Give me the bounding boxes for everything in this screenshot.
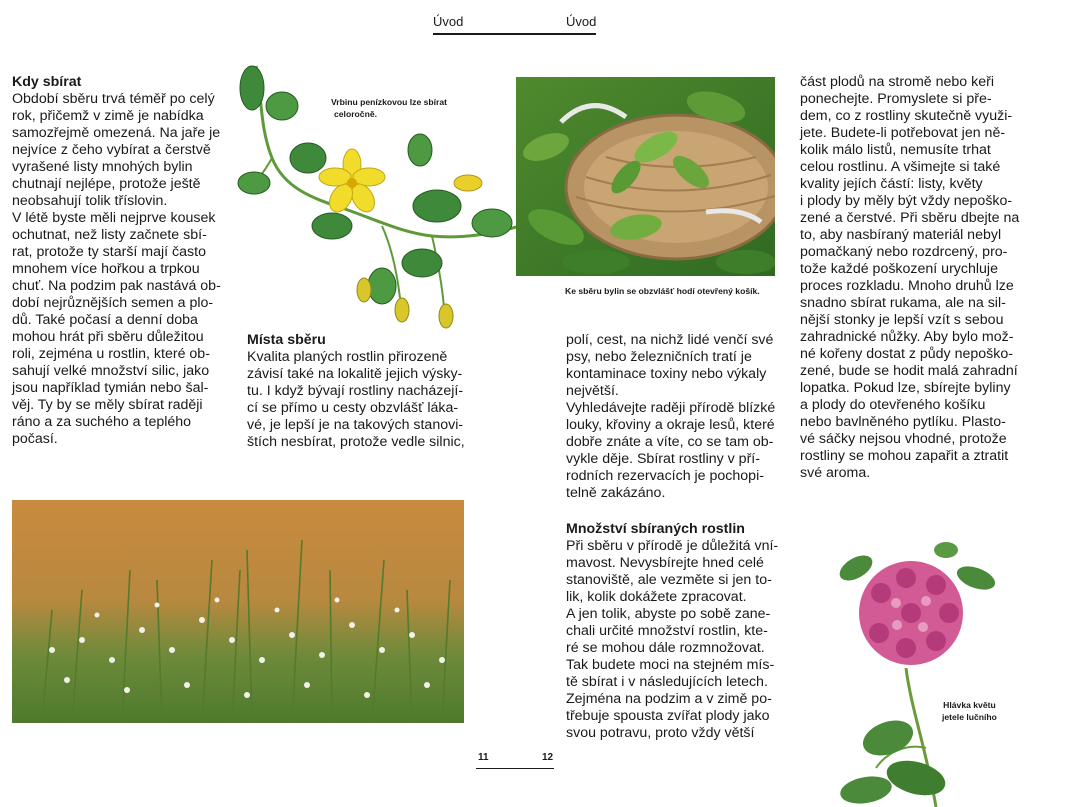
body-line: mnohem více hořkou a trpkou <box>12 261 200 277</box>
body-line: nejvíce z čeho vybírat a čerstvě <box>12 142 211 158</box>
body-line: vykle děje. Sbírat rostliny v pří- <box>566 451 760 467</box>
body-line: kolik málo listů, nemusíte trhat <box>800 142 991 158</box>
body-line: ochutnat, než listy začnete sbí- <box>12 227 207 243</box>
body-line: dobře znáte a víte, co se tam ob- <box>566 434 774 450</box>
body-line: největší. <box>566 383 619 399</box>
body-line: ré se mohou dále rozmnožovat. <box>566 640 765 656</box>
body-line: to, aby nasbíraný materiál nebyl <box>800 227 1002 243</box>
body-line: dobí nejrůznějších semen a plo- <box>12 295 214 311</box>
body-line: zahradnické nůžky. Aby bylo mož- <box>800 329 1014 345</box>
caption-moneywort <box>331 96 447 120</box>
body-line: zené, bude se hodit malá zahradní <box>800 363 1018 379</box>
page-number-right: 12 <box>542 752 554 763</box>
body-line: kontaminace toxiny nebo výkaly <box>566 366 767 382</box>
body-line: tě sbírat i v následujících letech. <box>566 674 768 690</box>
running-header-left: Úvod <box>433 14 464 29</box>
body-line: vé, je lepší je na takových stanovi- <box>247 417 464 433</box>
body-line: své aroma. <box>800 465 871 481</box>
caption-line: Vrbinu penízkovou lze sbírat <box>331 97 448 107</box>
body-line: i plody by měly být vždy nepoško- <box>800 193 1013 209</box>
body-line: jete. Budete-li potřebovat jen ně- <box>800 125 1006 141</box>
body-line: chali určité množství rostlin, kte- <box>566 623 768 639</box>
running-header-right: Úvod <box>566 14 597 29</box>
caption-line: celoročně. <box>334 109 377 119</box>
body-line: telně zakázáno. <box>566 485 666 501</box>
body-line: Vyhledávejte raději přírodě blízké <box>566 400 776 416</box>
body-line: Zejména na podzim a v zimě po- <box>566 691 772 707</box>
body-line: cí se přímo u cesty obzvlášť láka- <box>247 400 459 416</box>
body-line: lopatka. Pokud lze, sbírejte byliny <box>800 380 1011 396</box>
body-line: věj. Ty by se měly sbírat raději <box>12 397 203 413</box>
caption-line: Hlávka květu <box>943 700 996 710</box>
column-kdy-sbirat <box>12 74 227 448</box>
body-line: štích nesbírat, protože vedle silnic, <box>247 434 465 450</box>
caption-basket: Ke sběru bylin se obzvlášť hodí otevřený košík. <box>565 286 760 296</box>
body-line: polí, cest, na nichž lidé venčí své <box>566 332 774 348</box>
body-line: psy, nebo železničních tratí je <box>566 349 752 365</box>
body-line: vé sáčky nejsou vhodné, protože <box>800 431 1007 447</box>
body-line: zené a čerstvé. Při sběru dbejte na <box>800 210 1020 226</box>
body-line: závisí také na lokalitě jejich výsky- <box>247 366 463 382</box>
body-line: mavost. Nevysbírejte hned celé <box>566 555 764 571</box>
body-line: né kořeny dostat z půdy nepoško- <box>800 346 1013 362</box>
body-line: rok, přičemž v zimě je nabídka <box>12 108 204 124</box>
body-line: A jen tolik, abyste po sobě zane- <box>566 606 771 622</box>
body-line: dů. Také počasí a denní doba <box>12 312 198 328</box>
body-line: pomačkaný nebo rozdrcený, pro- <box>800 244 1008 260</box>
body-line: proces rozkladu. Mnoho druhů lze <box>800 278 1014 294</box>
body-line: kvality jejích částí: listy, květy <box>800 176 983 192</box>
caption-clover <box>942 699 997 723</box>
body-line: tu. I když bývají rostliny nacházejí- <box>247 383 464 399</box>
page-number-rule <box>476 768 554 769</box>
body-line: nější stonky je lepší vzít s sebou <box>800 312 1004 328</box>
heading-kdy-sbirat: Kdy sbírat <box>12 74 82 90</box>
body-line: Období sběru trvá téměř po celý <box>12 91 215 107</box>
red-clover-illustration <box>826 538 1006 807</box>
body-line: snadno sbírat rukama, ale na sil- <box>800 295 1006 311</box>
body-line: svou potravu, proto vždy větší <box>566 725 755 741</box>
body-line: lik, kolik dokážete zpracovat. <box>566 589 747 605</box>
body-line: ponechejte. Promyslete si pře- <box>800 91 992 107</box>
body-line: třebuje spousta zvířat plody jako <box>566 708 770 724</box>
body-line: dem, co z rostliny skutečně využi- <box>800 108 1013 124</box>
body-line: tože každé poškození urychluje <box>800 261 998 277</box>
body-line: rat, protože ty starší mají často <box>12 244 206 260</box>
body-line: rostliny se mohou zapařit a ztratit <box>800 448 1009 464</box>
column-mista-sberu-continued <box>566 332 786 502</box>
body-line: samozřejmě omezená. Na jaře je <box>12 125 221 141</box>
column-right <box>800 74 1025 482</box>
body-line: Tak budete moci na stejném mís- <box>566 657 775 673</box>
body-line: Při sběru v přírodě je důležitá vní- <box>566 538 779 554</box>
page-number-left: 11 <box>478 752 489 763</box>
body-line: V létě byste měli nejprve kousek <box>12 210 216 226</box>
column-mista-sberu <box>247 332 472 451</box>
body-line: chutnají nejlépe, protože ještě <box>12 176 201 192</box>
body-line: Kvalita planých rostlin přirozeně <box>247 349 448 365</box>
body-line: jsou například tymián nebo šal- <box>12 380 209 396</box>
column-mnozstvi <box>566 521 786 742</box>
caption-line: jetele lučního <box>942 712 997 722</box>
heading-mnozstvi: Množství sbíraných rostlin <box>566 521 745 537</box>
body-line: vyrašené listy mnohých bylin <box>12 159 193 175</box>
body-line: stanoviště, ale vezměte si jen to- <box>566 572 772 588</box>
body-line: rodních rezervacích je pochopi- <box>566 468 764 484</box>
body-line: sahují velké množství silic, jako <box>12 363 210 379</box>
body-line: mohou hrát při sběru důležitou <box>12 329 204 345</box>
body-line: chuť. Na podzim pak nastává ob- <box>12 278 221 294</box>
body-line: roli, zejména u rostlin, které ob- <box>12 346 210 362</box>
body-line: část plodů na stromě nebo keři <box>800 74 995 90</box>
body-line: nebo bavlněného pytlíku. Plasto- <box>800 414 1006 430</box>
basket-photo <box>516 77 775 276</box>
body-line: celou rostlinu. A všimejte si také <box>800 159 1001 175</box>
header-rule <box>433 33 596 35</box>
heading-mista-sberu: Místa sběru <box>247 332 326 348</box>
body-line: počasí. <box>12 431 58 447</box>
body-line: a plody do otevřeného košíku <box>800 397 986 413</box>
meadow-photo <box>12 500 464 723</box>
body-line: louky, křoviny a okraje lesů, které <box>566 417 775 433</box>
body-line: ráno a za suchého a teplého <box>12 414 192 430</box>
body-line: neobsahují tolik tříslovin. <box>12 193 168 209</box>
